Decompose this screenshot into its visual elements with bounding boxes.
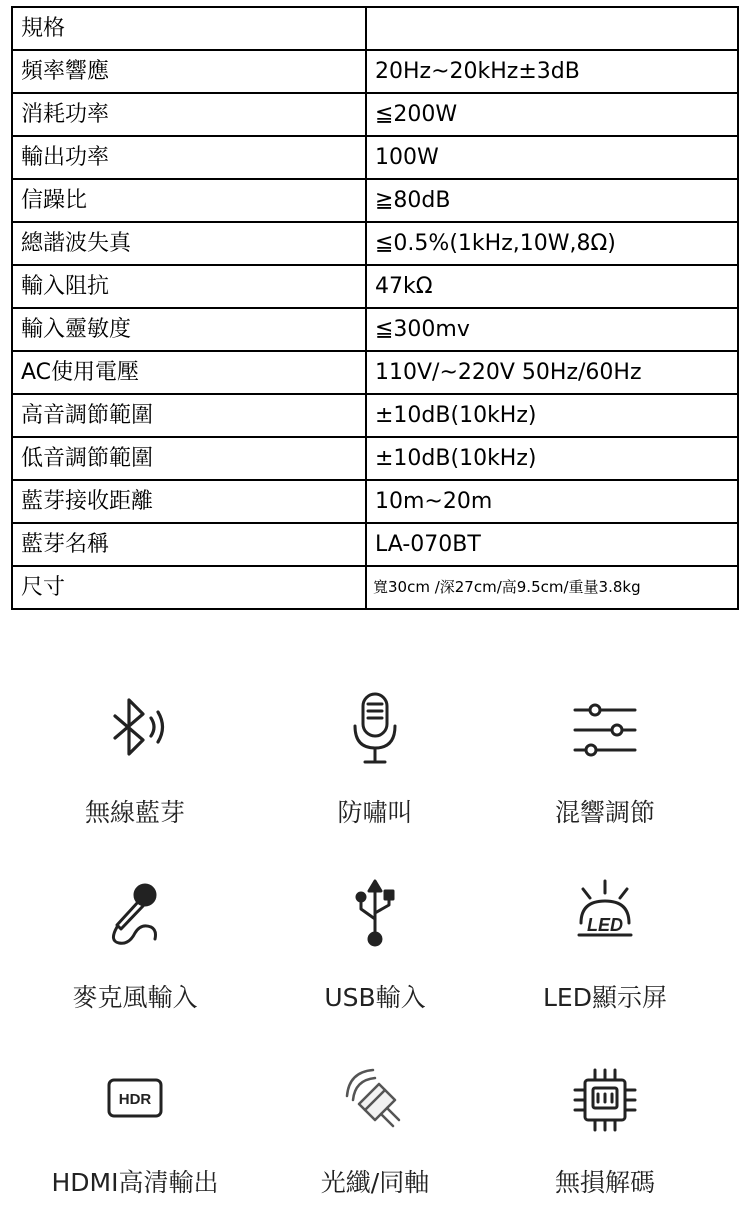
table-row (12, 523, 738, 566)
hdr-icon (95, 1060, 175, 1140)
spec-label: 總諧波失真 (12, 222, 366, 265)
feature-led-display (480, 875, 730, 1025)
table-row (12, 50, 738, 93)
spec-label: 消耗功率 (12, 93, 366, 136)
table-row (12, 179, 738, 222)
feature-label: 無線藍芽 (84, 798, 185, 827)
spec-value: ±10dB(10kHz) (366, 394, 738, 437)
spec-value (366, 7, 738, 50)
table-row (12, 7, 738, 50)
feature-usb (250, 875, 500, 1025)
spec-value: ≧80dB (366, 179, 738, 222)
spec-label: 信躁比 (12, 179, 366, 222)
feature-label: USB輸入 (324, 983, 426, 1012)
chip-icon (565, 1060, 645, 1140)
table-row (12, 394, 738, 437)
spec-table (11, 6, 739, 610)
spec-value: ≦200W (366, 93, 738, 136)
feature-mic-input (10, 875, 260, 1025)
feature-bluetooth (10, 690, 260, 840)
spec-value: 20Hz~20kHz±3dB (366, 50, 738, 93)
spec-label: 藍芽接收距離 (12, 480, 366, 523)
table-row (12, 351, 738, 394)
spec-value: 47kΩ (366, 265, 738, 308)
spec-label: 規格 (12, 7, 366, 50)
spec-label: 高音調節範圍 (12, 394, 366, 437)
spec-label: 輸出功率 (12, 136, 366, 179)
optical-plug-icon (335, 1060, 415, 1140)
feature-label: 混響調節 (554, 798, 655, 827)
feature-lossless-decode (480, 1060, 730, 1210)
table-row (12, 222, 738, 265)
feature-label: 光纖/同軸 (320, 1168, 430, 1197)
spec-value: 10m~20m (366, 480, 738, 523)
table-row (12, 93, 738, 136)
spec-value: ≦300mv (366, 308, 738, 351)
feature-label: 防嘯叫 (337, 798, 413, 827)
led-icon (565, 875, 645, 955)
table-row (12, 566, 738, 609)
spec-label: 尺寸 (12, 566, 366, 609)
feature-hdmi (10, 1060, 260, 1210)
spec-value: 100W (366, 136, 738, 179)
bluetooth-icon (95, 690, 175, 770)
led-badge-text: LED (587, 915, 623, 935)
feature-label: LED顯示屏 (543, 983, 667, 1012)
spec-value: LA-070BT (366, 523, 738, 566)
spec-label: 輸入阻抗 (12, 265, 366, 308)
spec-label: 低音調節範圍 (12, 437, 366, 480)
table-row (12, 265, 738, 308)
table-row (12, 480, 738, 523)
spec-value: 110V/~220V 50Hz/60Hz (366, 351, 738, 394)
handheld-mic-icon (95, 875, 175, 955)
usb-icon (335, 875, 415, 955)
table-row (12, 437, 738, 480)
spec-value: 寬30cm /深27cm/高9.5cm/重量3.8kg (366, 566, 738, 609)
microphone-icon (335, 690, 415, 770)
sliders-icon (565, 690, 645, 770)
feature-label: 麥克風輸入 (72, 983, 198, 1012)
feature-reverb (480, 690, 730, 840)
spec-value: ≦0.5%(1kHz,10W,8Ω) (366, 222, 738, 265)
feature-anti-howling (250, 690, 500, 840)
feature-optical-coaxial (250, 1060, 500, 1210)
hdr-badge-text: HDR (118, 1091, 152, 1108)
spec-value: ±10dB(10kHz) (366, 437, 738, 480)
feature-label: 無損解碼 (554, 1168, 655, 1197)
table-row (12, 308, 738, 351)
table-row (12, 136, 738, 179)
spec-label: 藍芽名稱 (12, 523, 366, 566)
spec-label: 頻率響應 (12, 50, 366, 93)
spec-label: AC使用電壓 (12, 351, 366, 394)
feature-label: HDMI高清輸出 (51, 1168, 219, 1197)
spec-label: 輸入靈敏度 (12, 308, 366, 351)
feature-grid (0, 680, 750, 1200)
